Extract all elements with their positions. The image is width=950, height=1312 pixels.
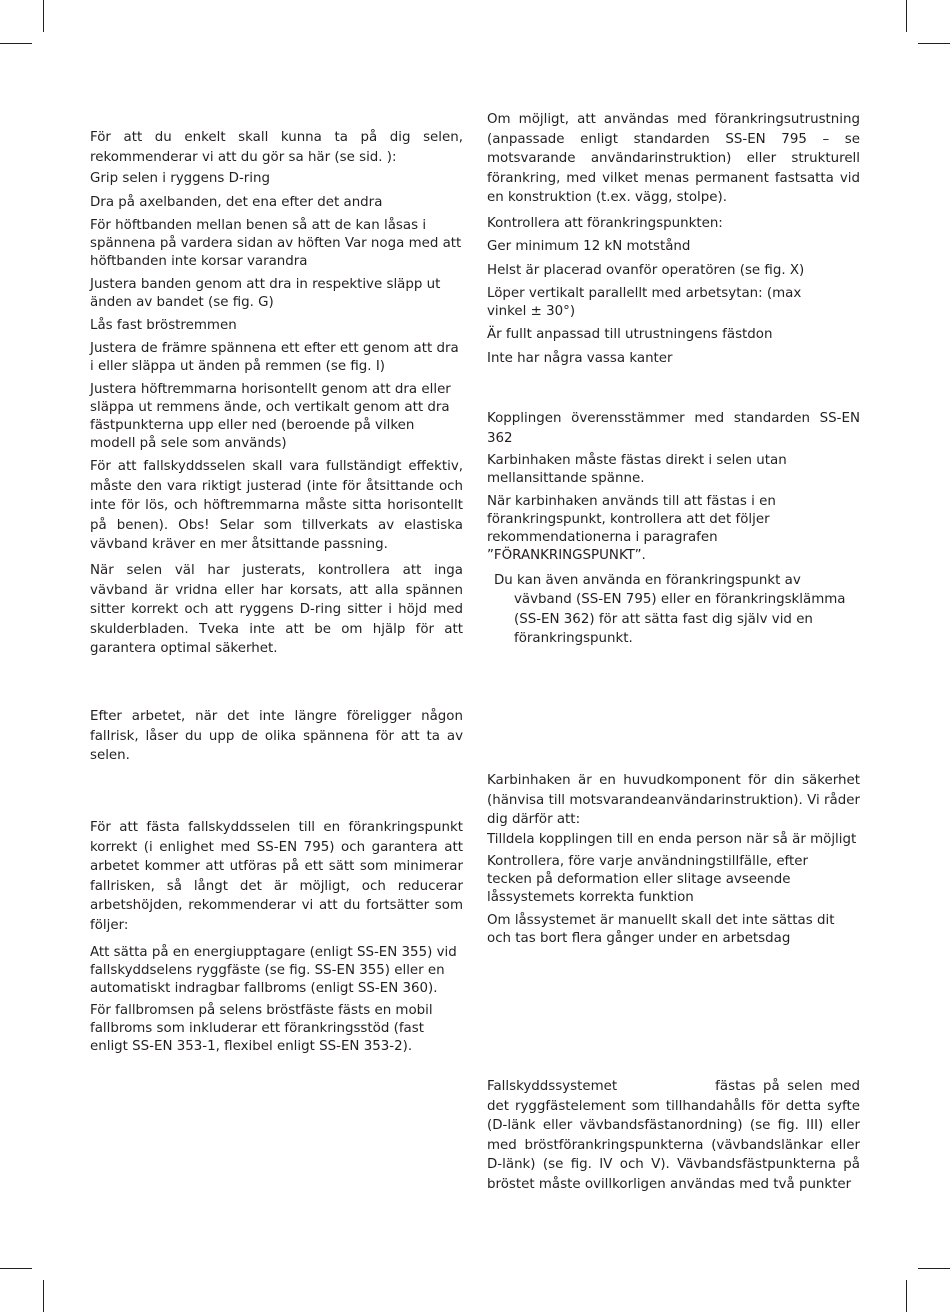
anchor-requirement: Ger minimum 12 kN motstånd: [487, 238, 691, 254]
crop-mark-bottom-left-v: [43, 1280, 44, 1312]
anchor-paragraph: Om möjligt, att användas med förankringsutrustning (anpassade enligt standarden SS-EN 795 – se motsvarande användarinstruktion) eller strukturell förankring, med vilket menas permanent fastsatta vid en konstruktion (t.ex. vägg, stolpe).: [487, 112, 860, 206]
attachment-block: [90, 818, 463, 1056]
karabiner-list: [487, 831, 860, 948]
coupling-list: [487, 452, 860, 565]
system-paragraph-rest: fästas på selen med det ryggfästelement som tillhandahålls för detta syfte (D-länk eller vävbandsfästanordning) (se fig. III) eller med bröstförankringspunkterna (vävbandslänkar eller D-länk) (se fig. IV och V). Vävbandsfästpunkterna på bröstet måste ovillkorligen användas med två punkter: [487, 1079, 860, 1192]
attachment-item: För fallbromsen på selens bröstfäste fästs en mobil fallbroms som inkluderar ett förankringsstöd (fast enligt SS-EN 353-1, flexibel enligt SS-EN 353-2).: [90, 1003, 433, 1055]
anchor-block: [487, 110, 860, 369]
donning-step: Justera höftremmarna horisontellt genom att dra eller släppa ut remmens ände, och vertikalt genom att dra fästpunkterna upp eller ned (beroende på vilken modell på sele som används): [90, 381, 451, 451]
attachment-paragraph: För att fästa fallskyddsselen till en förankringspunkt korrekt (i enlighet med SS-EN 795) och garantera att arbetet kommer att utföras på ett sätt som minimerar fallrisken, så långt det är möjligt, och reducerar arbetshöjden, rekommenderar vi att du fortsätter som följer:: [90, 820, 463, 933]
system-paragraph-start: Fallskyddssystemet: [487, 1079, 618, 1094]
removal-block: [90, 707, 463, 766]
karabiner-item: Kontrollera, före varje användningstillfälle, efter tecken på deformation eller slitage avseende låssystemets korrekta funktion: [487, 854, 809, 906]
adjustment-paragraph: För att fallskyddsselen skall vara fullständigt effektiv, måste den vara riktigt justerad (inte för åtsittande och inte för lös, och höftremmarna måste sitta horisontellt på benen). Obs! Selar som tillverkats av elastiska vävband kräver en mer åtsittande passning.: [90, 458, 463, 553]
donning-step: Justera banden genom att dra in respektive släpp ut änden av bandet (se fig. G): [90, 276, 441, 310]
crop-mark-top-left-h: [0, 43, 32, 44]
crop-mark-top-left-v: [43, 0, 44, 32]
system-block: [487, 1077, 860, 1195]
coupling-item: När karbinhaken används till att fästas i en förankringspunkt, kontrollera att det följer rekommendationerna i paragrafen ”FÖRANKRINGSPUNKT”.: [487, 493, 776, 563]
anchor-check-heading: Kontrollera att förankringspunkten:: [487, 215, 723, 231]
donning-step: Justera de främre spännena ett efter ett genom att dra i eller släppa ut änden på remmen (se fig. I): [90, 341, 459, 375]
crop-mark-top-right-v: [906, 0, 907, 32]
coupling-item: Karbinhaken måste fästas direkt i selen utan mellansittande spänne.: [487, 453, 787, 487]
karabiner-paragraph: Karbinhaken är en huvudkomponent för din säkerhet (hänvisa till motsvarandeanvändarinstruktion). Vi råder dig därför att:: [487, 773, 860, 828]
attachment-item: Att sätta på en energiupptagare (enligt SS-EN 355) vid fallskyddselens ryggfäste (se fig. SS-EN 355) eller en automatiskt indragbar fallbroms (enligt SS-EN 360).: [90, 944, 457, 996]
karabiner-block: [487, 771, 860, 948]
attachment-list: [90, 944, 463, 1057]
crop-mark-bottom-right-h: [918, 1268, 950, 1269]
anchor-requirements: [487, 237, 860, 369]
donning-steps: [90, 169, 463, 453]
crop-mark-bottom-left-h: [0, 1268, 32, 1269]
donning-intro: För att du enkelt skall kunna ta på dig selen, rekommenderar vi att du gör sa här (se sid. ):: [90, 130, 463, 165]
donning-step: Lås fast bröstremmen: [90, 318, 237, 334]
system-paragraph: [487, 1077, 860, 1195]
anchor-requirement: Löper vertikalt parallellt med arbetsytan: (max vinkel ± 30°): [487, 285, 802, 319]
anchor-requirement: Inte har några vassa kanter: [487, 351, 673, 367]
crop-mark-top-right-h: [918, 43, 950, 44]
anchor-requirement: Är fullt anpassad till utrustningens fästdon: [487, 327, 773, 343]
left-column: [90, 128, 463, 659]
donning-step: För höftbanden mellan benen så att de kan låsas i spännena på vardera sidan av höften Var noga med att höftbanden inte korsar varandra: [90, 218, 462, 270]
donning-step: Grip selen i ryggens D-ring: [90, 171, 270, 187]
crop-mark-bottom-right-v: [906, 1280, 907, 1312]
anchor-requirement: Helst är placerad ovanför operatören (se fig. X): [487, 262, 805, 278]
coupling-paragraph: Kopplingen överensstämmer med standarden SS-EN 362: [487, 411, 860, 446]
donning-step: Dra på axelbanden, det ena efter det andra: [90, 195, 383, 211]
webbing-anchor-paragraph: Du kan även använda en förankringspunkt av vävband (SS-EN 795) eller en förankringsklämma (SS-EN 362) för att sätta fast dig själv vid en förankringspunkt.: [494, 572, 846, 647]
coupling-block: [487, 409, 860, 649]
removal-paragraph: Efter arbetet, när det inte längre föreligger någon fallrisk, låser du upp de olika spännena för att ta av selen.: [90, 709, 463, 764]
karabiner-item: Om låssystemet är manuellt skall det inte sättas dit och tas bort flera gånger under en arbetsdag: [487, 912, 835, 946]
check-paragraph: När selen väl har justerats, kontrollera att inga vävband är vridna eller har korsats, att alla spännen sitter korrekt och att ryggens D-ring sitter i höjd med skulderbladen. Tveka inte att be om hjälp för att garantera optimal säkerhet.: [90, 562, 463, 657]
karabiner-item: Tilldela kopplingen till en enda person när så är möjligt: [487, 831, 857, 847]
